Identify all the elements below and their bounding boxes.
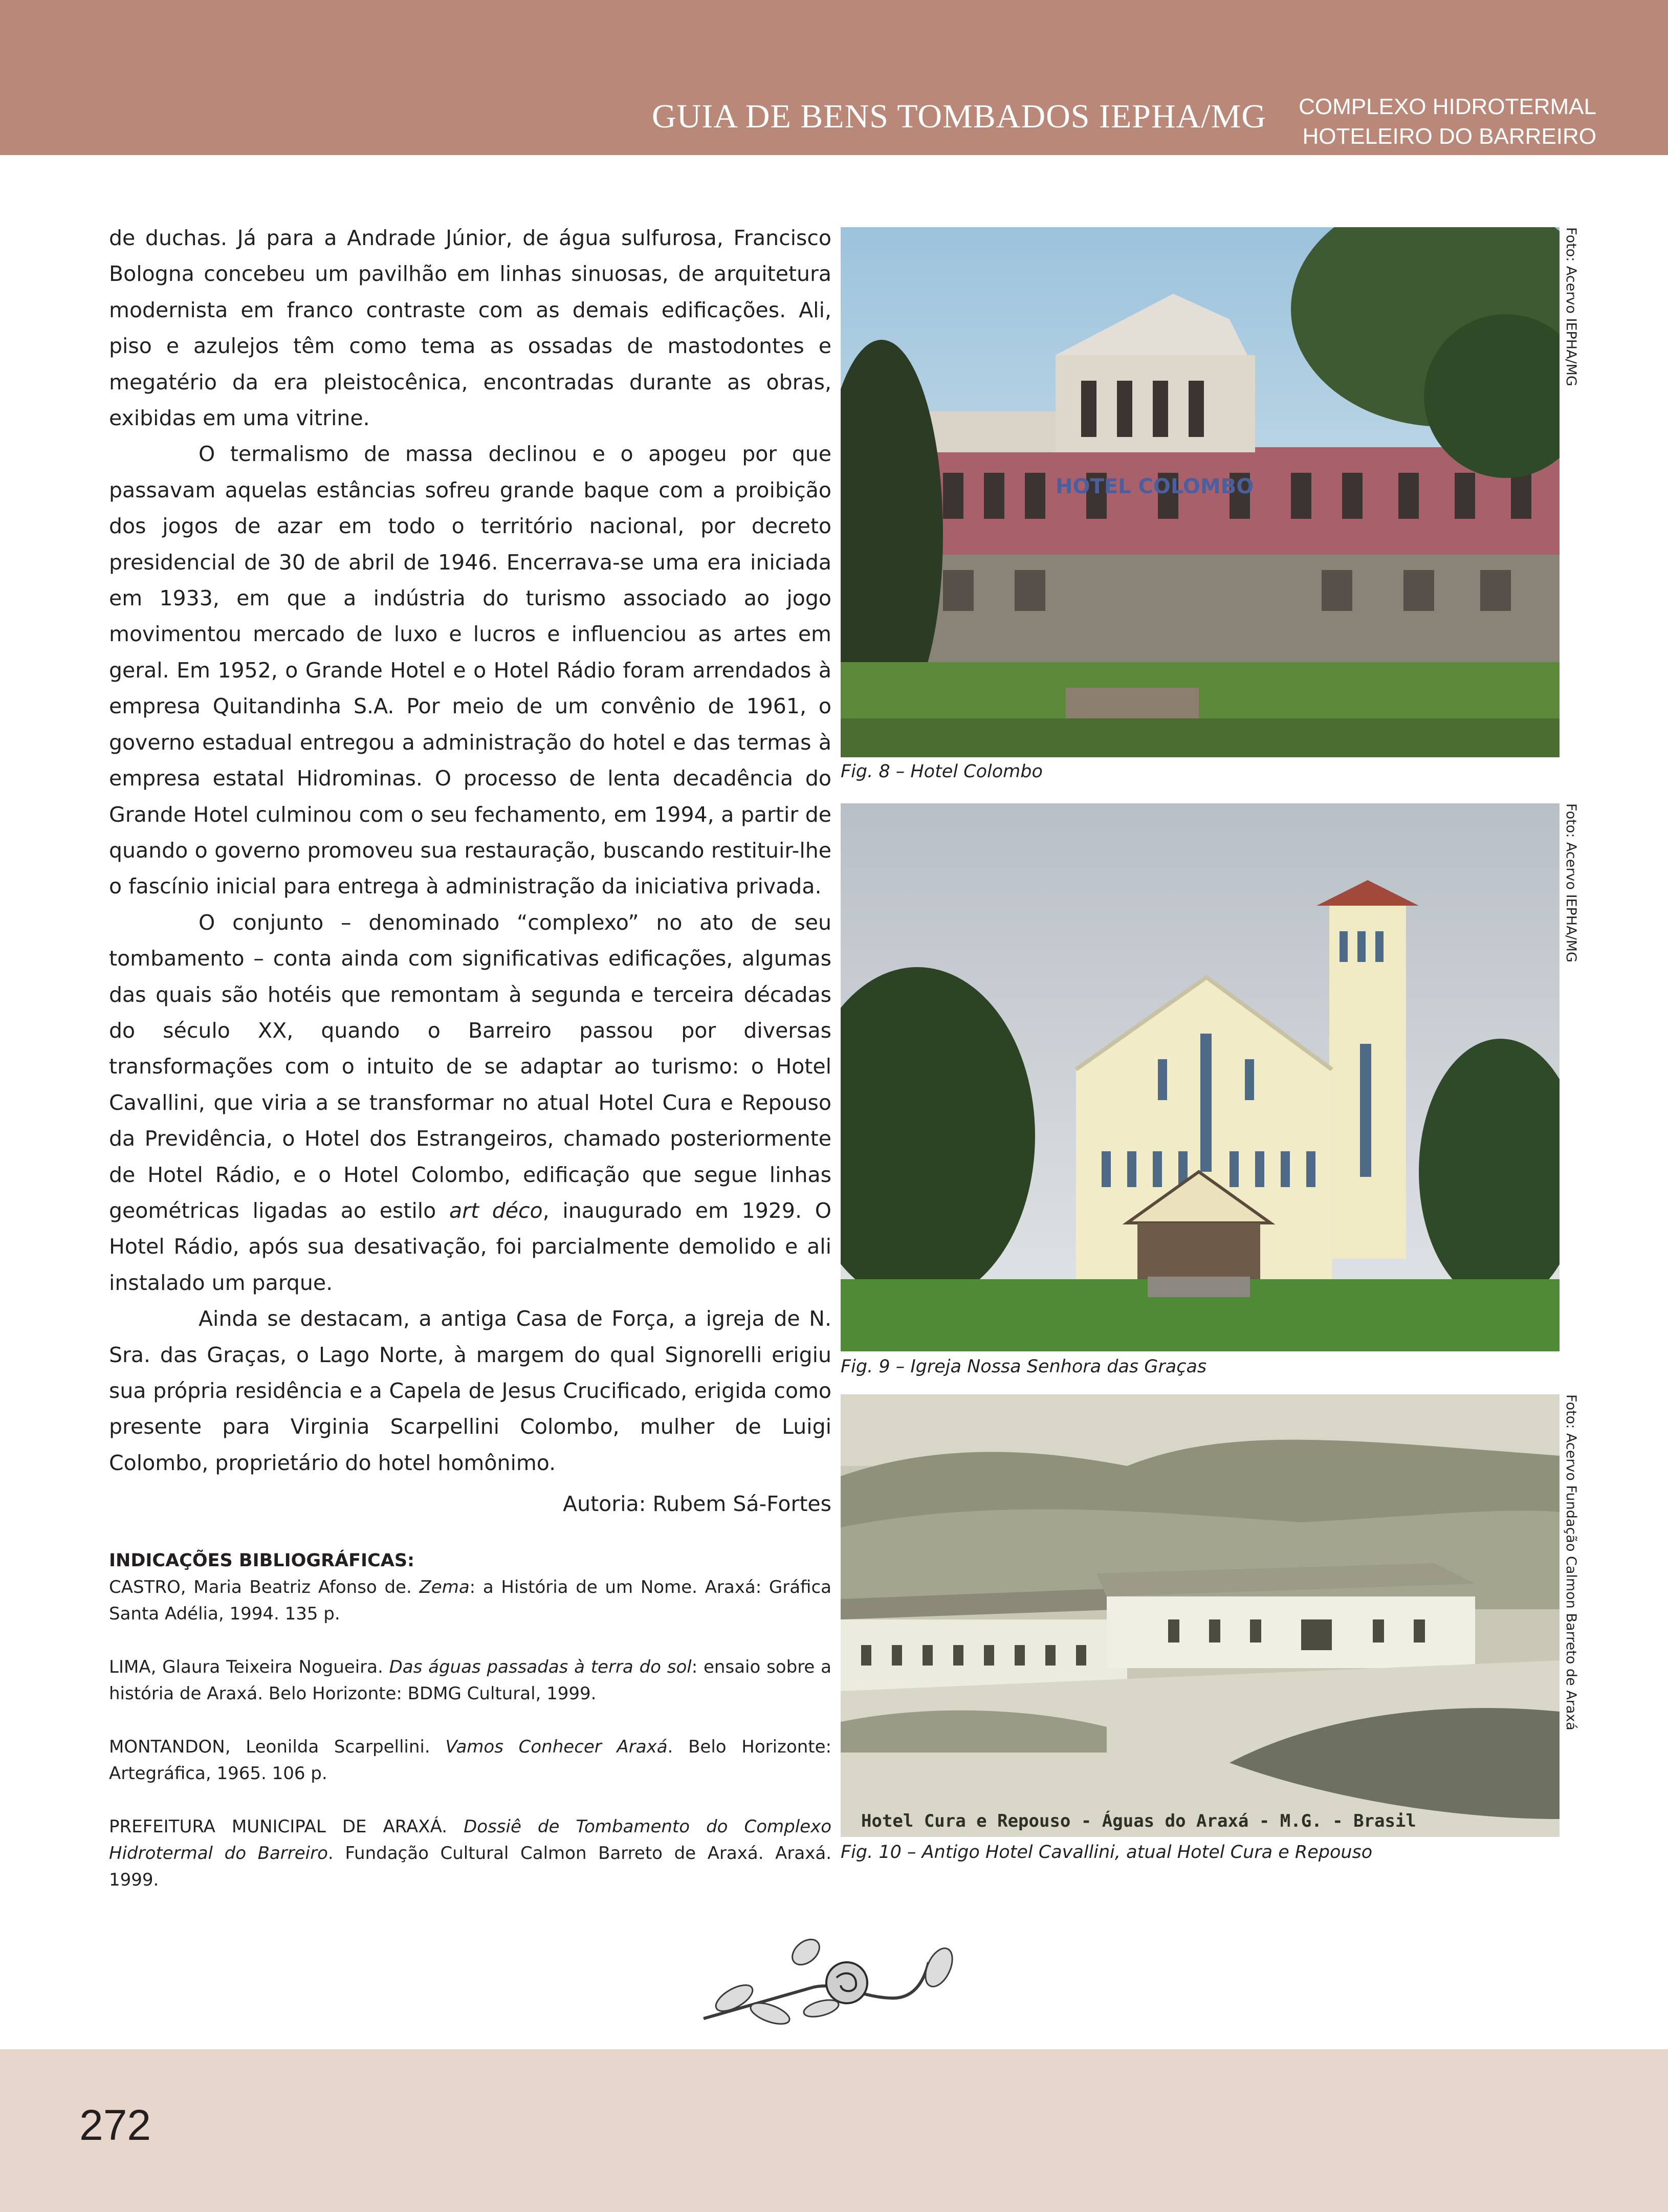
entry-author: CASTRO, Maria Beatriz Afonso de.: [109, 1577, 420, 1597]
section-title: [1299, 92, 1596, 151]
paragraph-3-text-b: , inaugurado em 1929. O Hotel Rádio, após sua desativação, foi parcialmente demolido e ali instalado um parque.: [109, 1198, 832, 1295]
page-footer: [0, 2049, 1668, 2212]
postcard-caption: Hotel Cura e Repouso - Águas do Araxá - M.G. - Brasil: [861, 1811, 1416, 1831]
figure-9-credit: Foto: Acervo IEPHA/MG: [1563, 803, 1579, 962]
entry-title: Zema: [419, 1577, 470, 1597]
svg-text:HOTEL COLOMBO: HOTEL COLOMBO: [1056, 475, 1254, 498]
bibliography-heading: INDICAÇÕES BIBLIOGRÁFICAS:: [109, 1550, 415, 1571]
page-header: [0, 0, 1668, 155]
section-title-line-2: HOTELEIRO DO BARREIRO: [1302, 124, 1596, 149]
entry-author: LIMA, Glaura Teixeira Nogueira.: [109, 1657, 389, 1677]
figure-8-credit: Foto: Acervo IEPHA/MG: [1563, 227, 1579, 386]
hotel-colombo-photo: [841, 227, 1560, 757]
page-number: 272: [79, 2101, 151, 2149]
figure-8-caption: Fig. 8 – Hotel Colombo: [841, 761, 1043, 782]
paragraph-1: de duchas. Já para a Andrade Júnior, de água sulfurosa, Francisco Bologna concebeu um pavilhão em linhas sinuosas, de arquitetura modernista em franco contraste com as demais edificações. Ali, piso e azulejos têm como tema as ossadas de mastodontes e megatério da era pleistocênica, encontradas durante as obras, exibidas em uma vitrine.: [109, 226, 831, 431]
entry-title: Vamos Conhecer Araxá: [445, 1737, 668, 1757]
section-title-line-1: COMPLEXO HIDROTERMAL: [1299, 94, 1596, 119]
entry-details: : ensaio sobre a história de Araxá. Belo Horizonte: BDMG Cultural, 1999.: [109, 1657, 831, 1704]
paragraph-4: Ainda se destacam, a antiga Casa de Força, a igreja de N. Sra. das Graças, o Lago Norte, à margem do qual Signorelli erigiu sua própria residência e a Capela de Jesus Crucificado, erigida como presente para Virginia Scarpellini Colombo, mulher de Luigi Colombo, proprietário do hotel homônimo.: [109, 1306, 831, 1475]
entry-title: Das águas passadas à terra do sol: [389, 1657, 692, 1677]
figure-10-credit: Foto: Acervo Fundação Calmon Barreto de Araxá: [1563, 1394, 1579, 1731]
figure-10-caption: Fig. 10 – Antigo Hotel Cavallini, atual Hotel Cura e Repouso: [841, 1842, 1373, 1863]
paragraph-2: O termalismo de massa declinou e o apogeu por que passavam aquelas estâncias sofreu grande baque com a proibição dos jogos de azar em todo o território nacional, por decreto presidencial de 30 de abril de 1946. Encerrava-se uma era iniciada em 1933, em que a indústria do turismo associado ao jogo movimentou mercado de luxo e lucros e influenciou as artes em geral. Em 1952, o Grande Hotel e o Hotel Rádio foram arrendados à empresa Quitandinha S.A. Por meio de um convênio de 1961, o governo estadual entregou a administração do hotel e das termas à empresa estatal Hidrominas. O processo de lenta decadência do Grande Hotel culminou com o seu fechamento, em 1994, a partir de quando o governo promoveu sua restauração, buscando restituir-lhe o fascínio inicial para entrega à administração da iniciativa privada.: [109, 442, 831, 899]
entry-author: MONTANDON, Leonilda Scarpellini.: [109, 1737, 446, 1757]
hotel-cavallini-photo: [841, 1394, 1560, 1837]
bibliography-entry: [109, 1813, 831, 1893]
entry-author: PREFEITURA MUNICIPAL DE ARAXÁ.: [109, 1816, 464, 1837]
paragraph-3: [109, 905, 831, 1301]
art-deco-term: art déco: [449, 1198, 543, 1223]
entry-details: . Fundação Cultural Calmon Barreto de Araxá. Araxá. 1999.: [109, 1843, 831, 1890]
bibliography: [109, 1547, 831, 1920]
igreja-photo: [841, 803, 1560, 1351]
entry-details: . Belo Horizonte: Artegráfica, 1965. 106 p.: [109, 1737, 831, 1784]
bibliography-entry: [109, 1574, 831, 1627]
rose-ornament-icon: [693, 1921, 959, 2034]
guide-title: GUIA DE BENS TOMBADOS IEPHA/MG: [651, 98, 1266, 135]
paragraph-3-text-a: O conjunto – denominado “complexo” no ato de seu tombamento – conta ainda com significativas edificações, algumas das quais são hotéis que remontam à segunda e terceira décadas do século XX, quando o Barreiro passou por diversas transformações com o intuito de se adaptar ao turismo: o Hotel Cavallini, que viria a se transformar no atual Hotel Cura e Repouso da Previdência, o Hotel dos Estrangeiros, chamado posteriormente de Hotel Rádio, e o Hotel Colombo, edificação que segue linhas geométricas ligadas ao estilo: [109, 910, 831, 1223]
bibliography-entry: [109, 1734, 831, 1787]
figure-9-caption: Fig. 9 – Igreja Nossa Senhora das Graças: [841, 1356, 1207, 1377]
bibliography-entry: [109, 1654, 831, 1707]
article-body: [109, 220, 831, 1522]
author-credit: Autoria: Rubem Sá-Fortes: [563, 1492, 831, 1517]
entry-title: Dossiê de Tombamento do Complexo Hidrotermal do Barreiro: [109, 1816, 831, 1864]
entry-details: : a História de um Nome. Araxá: Gráfica Santa Adélia, 1994. 135 p.: [109, 1577, 831, 1624]
